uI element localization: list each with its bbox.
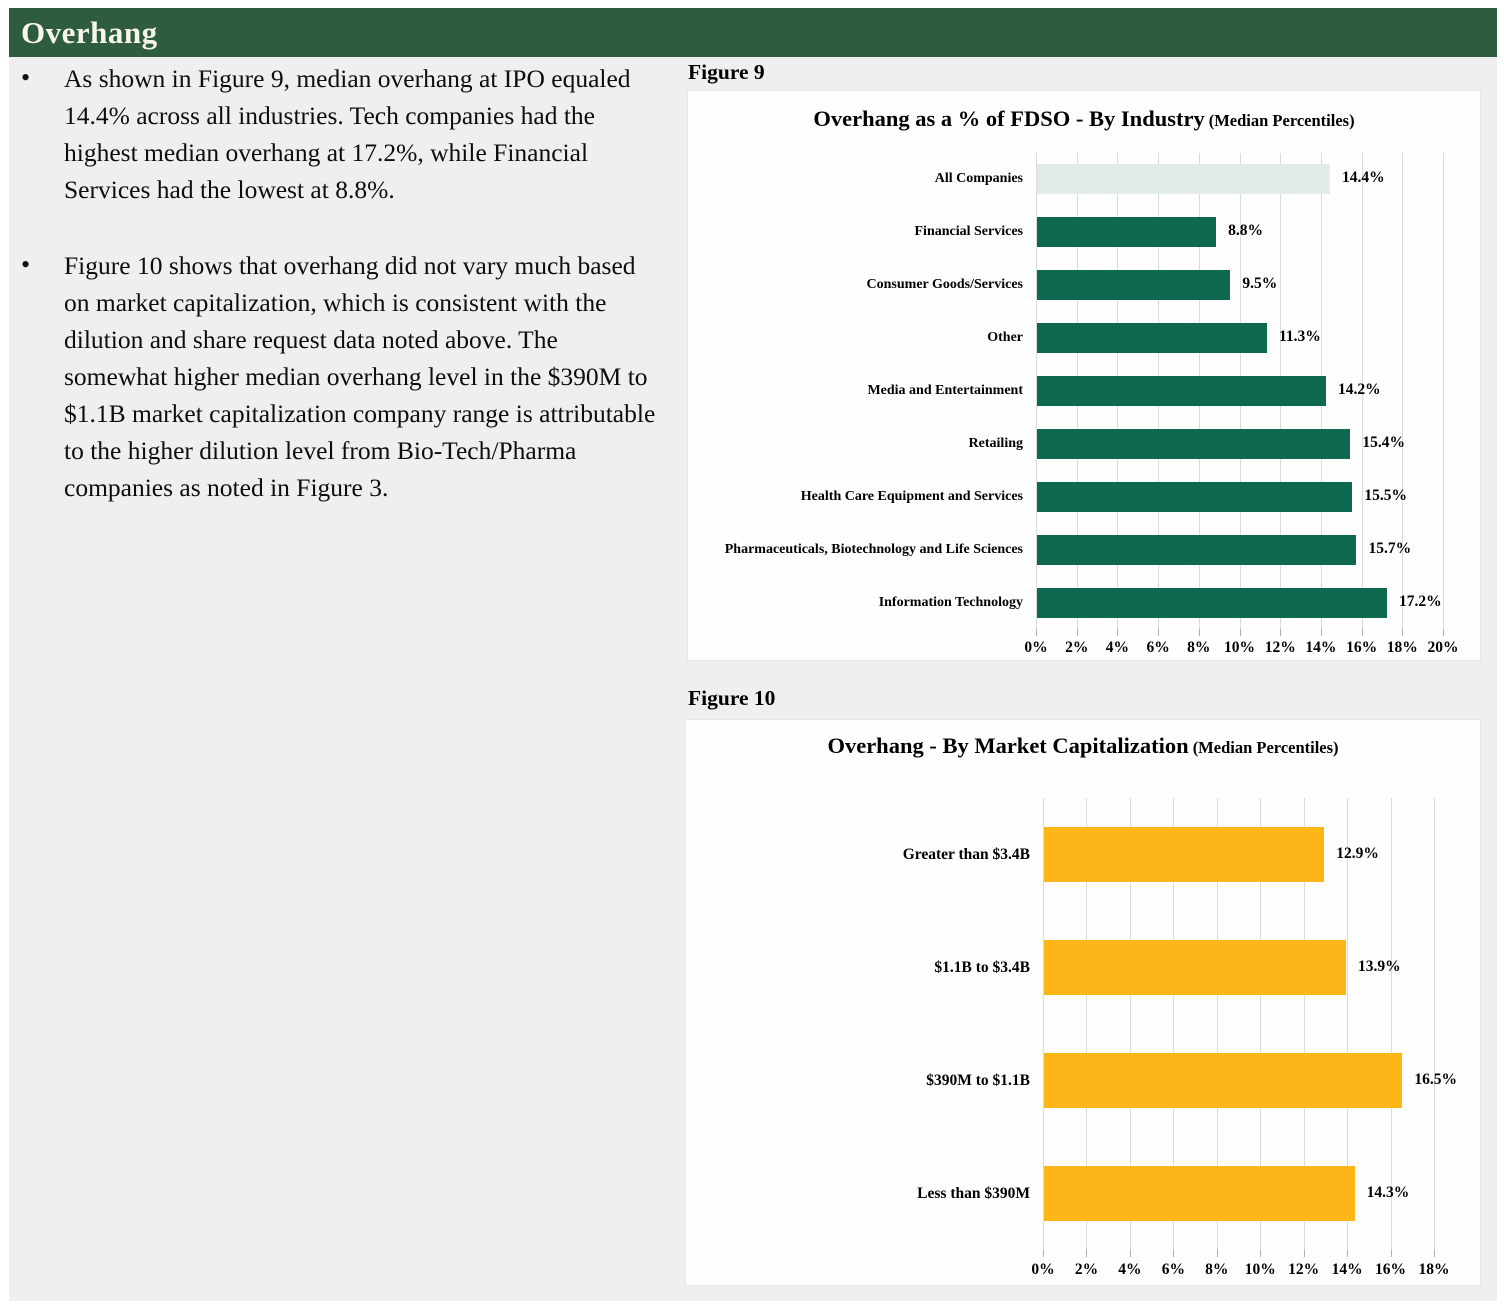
axis-tick-label: 0% [1024, 639, 1048, 656]
category-label: All Companies [934, 171, 1023, 187]
category-label: Less than $390M [917, 1184, 1030, 1202]
axis-tick [1043, 1250, 1044, 1257]
bar [1037, 270, 1230, 300]
category-label: Other [987, 330, 1023, 346]
bar [1037, 323, 1267, 353]
bar [1037, 429, 1350, 459]
section-header-bar [9, 8, 1497, 57]
axis-tick-label: 14% [1305, 639, 1337, 656]
chart-title-text: Overhang - By Market Capitalization [827, 733, 1189, 758]
category-label: Retailing [968, 435, 1023, 451]
axis-tick-label: 16% [1346, 639, 1378, 656]
category-label: Consumer Goods/Services [866, 277, 1023, 293]
axis-tick [1240, 629, 1241, 636]
gridline [1391, 798, 1392, 1250]
value-label: 15.4% [1362, 433, 1405, 451]
axis-tick-label: 18% [1418, 1261, 1450, 1278]
bar [1037, 535, 1356, 565]
bar [1044, 1166, 1355, 1221]
value-label: 14.3% [1366, 1183, 1410, 1201]
value-label: 8.8% [1228, 222, 1263, 240]
axis-tick [1362, 629, 1363, 636]
bar [1037, 588, 1387, 618]
axis-tick-label: 8% [1187, 639, 1211, 656]
axis-tick [1173, 1250, 1174, 1257]
gridline [1443, 153, 1444, 629]
axis-tick [1036, 629, 1037, 636]
axis-tick [1117, 629, 1118, 636]
axis-tick-label: 14% [1331, 1261, 1363, 1278]
gridline [1434, 798, 1435, 1250]
axis-tick-label: 18% [1386, 639, 1418, 656]
axis-tick-label: 12% [1288, 1261, 1320, 1278]
chart-title-text: Overhang as a % of FDSO - By Industry [813, 106, 1205, 131]
axis-tick [1402, 629, 1403, 636]
axis-tick [1280, 629, 1281, 636]
axis-tick-label: 16% [1375, 1261, 1407, 1278]
bullet-item: • Figure 10 shows that overhang did not vary much based on market capitalization, which is consistent with the dilution and share request data noted above. The somewhat higher median overhang level in the $390M to $1.1B market capitalization company range is attributable to the higher dilution level from Bio-Tech/Pharma companies as noted in Figure 3. [18, 247, 658, 506]
bullet-item: • As shown in Figure 9, median overhang at IPO equaled 14.4% across all industries. Tech companies had the highest median overhang at 17.2%, while Financial Services had the lowest at 8.8%. [18, 60, 658, 208]
value-label: 11.3% [1278, 328, 1321, 346]
axis-tick [1443, 629, 1444, 636]
category-label: $1.1B to $3.4B [934, 958, 1030, 976]
axis-tick-label: 4% [1118, 1261, 1142, 1278]
axis-tick-label: 20% [1427, 639, 1459, 656]
axis-tick [1391, 1250, 1392, 1257]
value-label: 16.5% [1414, 1070, 1458, 1088]
axis-tick [1434, 1250, 1435, 1257]
axis-tick-label: 10% [1224, 639, 1255, 656]
axis-tick-label: 6% [1146, 639, 1170, 656]
axis-tick [1199, 629, 1200, 636]
bar [1037, 376, 1326, 406]
category-label: Greater than $3.4B [902, 845, 1030, 863]
axis-tick [1217, 1250, 1218, 1257]
axis-tick [1347, 1250, 1348, 1257]
axis-tick-label: 2% [1074, 1261, 1099, 1278]
axis-tick [1086, 1250, 1087, 1257]
value-label: 14.4% [1342, 169, 1385, 187]
category-label: $390M to $1.1B [926, 1071, 1030, 1089]
category-label: Pharmaceuticals, Biotechnology and Life Sciences [724, 541, 1023, 557]
axis-tick [1130, 1250, 1131, 1257]
category-label: Health Care Equipment and Services [800, 488, 1023, 504]
bar [1037, 164, 1330, 194]
value-label: 9.5% [1242, 275, 1278, 293]
commentary-column [18, 60, 666, 545]
bar [1044, 827, 1324, 882]
axis-tick [1321, 629, 1322, 636]
figure9-chart-panel [687, 90, 1481, 661]
axis-tick-label: 10% [1244, 1261, 1276, 1278]
chart-subtitle-text: (Median Percentiles) [1192, 738, 1339, 757]
figure10-plot-area [686, 720, 1480, 1285]
axis-tick [1077, 629, 1078, 636]
bar [1044, 940, 1346, 995]
axis-tick-label: 8% [1205, 1261, 1229, 1278]
value-label: 15.5% [1364, 486, 1408, 504]
figure10-chart-panel [685, 719, 1481, 1286]
chart-subtitle-text: (Median Percentiles) [1208, 111, 1355, 130]
value-label: 14.2% [1337, 381, 1381, 398]
bar [1037, 482, 1352, 512]
category-label: Information Technology [878, 594, 1023, 610]
axis-tick-label: 2% [1065, 639, 1089, 656]
axis-tick [1158, 629, 1159, 636]
bar [1037, 217, 1216, 247]
axis-tick [1260, 1250, 1261, 1257]
category-label: Media and Entertainment [867, 383, 1023, 398]
value-label: 12.9% [1336, 844, 1379, 862]
axis-tick-label: 6% [1161, 1261, 1185, 1278]
axis-tick-label: 4% [1105, 639, 1130, 656]
bar [1044, 1053, 1402, 1108]
value-label: 13.9% [1357, 957, 1401, 975]
axis-tick-label: 0% [1031, 1261, 1055, 1278]
section-title: Overhang [21, 14, 158, 50]
axis-tick [1304, 1250, 1305, 1257]
value-label: 15.7% [1368, 539, 1412, 557]
figure9-label: Figure 9 [688, 60, 765, 84]
figure10-label: Figure 10 [688, 686, 776, 710]
axis-tick-label: 12% [1264, 639, 1296, 656]
category-label: Financial Services [914, 224, 1023, 240]
value-label: 17.2% [1399, 592, 1442, 610]
figure9-plot-area [688, 91, 1480, 660]
